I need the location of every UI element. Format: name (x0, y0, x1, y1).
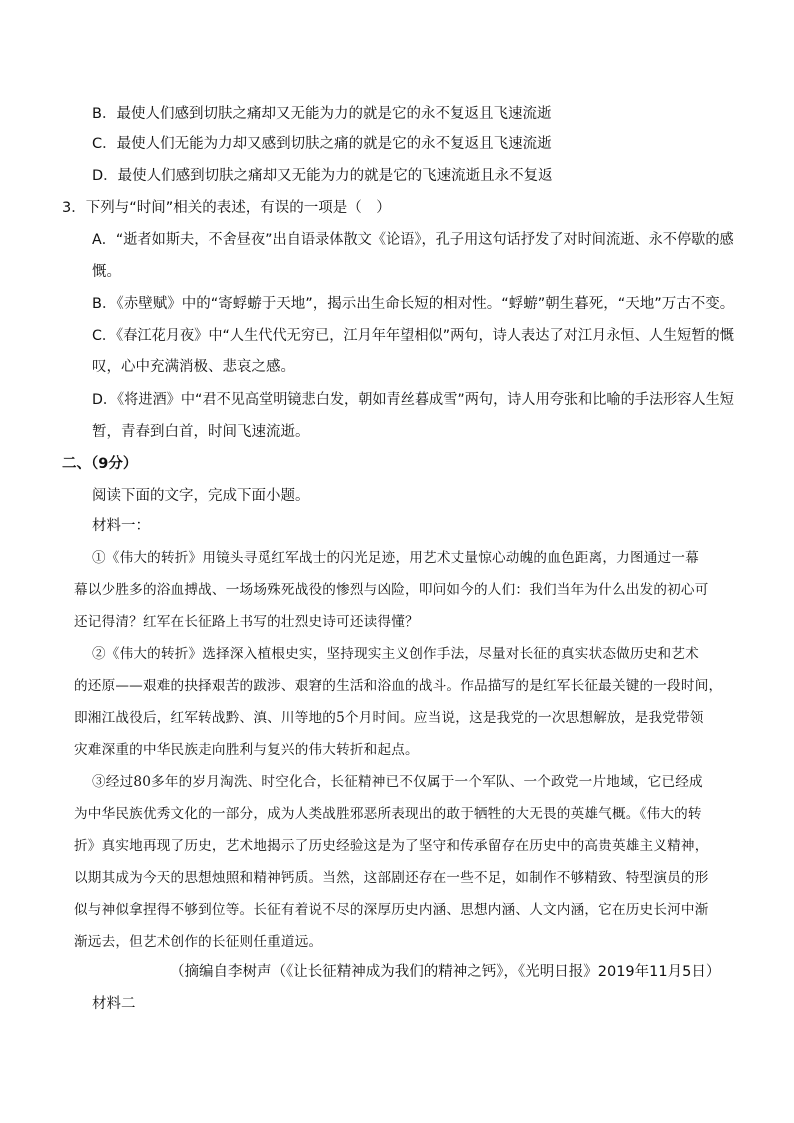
q2-option-c: C．最使人们无能为力却又感到切肤之痛的就是它的永不复返且飞速流逝 (92, 136, 552, 152)
passage-line: 渐远去，但艺术创作的长征则任重道远。 (74, 934, 323, 950)
passage-line: ③经过80多年的岁月淘洗、时空化合，长征精神已不仅属于一个军队、一个政党一片地域，它已经成 (92, 774, 703, 790)
q3-stem: 3．下列与“时间”相关的表述，有误的一项是（ ） (62, 200, 391, 216)
passage-line: 以期其成为今天的思想烛照和精神钙质。当然，这部剧还存在一些不足，如制作不够精致、特型演员的形 (74, 870, 709, 886)
passage-line: 幕以少胜多的浴血搏战、一场场殊死战役的惨烈与凶险，叩问如今的人们：我们当年为什么出发的初心可 (74, 582, 709, 598)
material1-label: 材料一： (92, 518, 150, 534)
passage-line: 灾难深重的中华民族走向胜利与复兴的伟大转折和起点。 (74, 742, 419, 758)
q3-option-a-line2: 慨。 (92, 264, 121, 280)
section-heading: 二、（9分） (62, 456, 138, 472)
q2-option-d: D．最使人们感到切肤之痛却又无能为力的就是它的飞速流逝且永不复返 (92, 168, 553, 184)
passage-line: 的还原——艰难的抉择艰苦的跋涉、艰窘的生活和浴血的战斗。作品描写的是红军长征最关键的一段时间， (74, 678, 723, 694)
passage-line: ①《伟大的转折》用镜头寻觅红军战士的闪光足迹，用艺术丈量惊心动魄的血色距离，力图通过一幕 (92, 550, 699, 566)
q3-option-c-line2: 叹，心中充满消极、悲哀之感。 (92, 359, 295, 375)
q3-option-a-line1: A．“逝者如斯夫，不舍昼夜”出自语录体散文《论语》，孔子用这句话抒发了对时间流逝、永不停歇的感 (92, 232, 734, 248)
passage-line: 为中华民族优秀文化的一部分，成为人类战胜邪恶所表现出的敢于牺牲的大无畏的英雄气概。《伟大的转 (74, 806, 702, 822)
q3-option-d-line2: 暂，青春到白首，时间飞速流逝。 (92, 424, 310, 440)
source-citation: （摘编自李树声（《让长征精神成为我们的精神之钙》，《光明日报》2019年11月5日） (170, 964, 721, 980)
reading-instruction: 阅读下面的文字，完成下面小题。 (92, 488, 310, 504)
q3-option-d-line1: D．《将进酒》中“君不见高堂明镜悲白发，朝如青丝暮成雪”两句，诗人用夸张和比喻的手法形容人生短 (92, 392, 734, 408)
passage-line: 即湘江战役后，红军转战黔、滇、川等地的5个月时间。应当说，这是我党的一次思想解放，是我党带领 (74, 710, 704, 726)
q3-option-c-line1: C．《春江花月夜》中“人生代代无穷已，江月年年望相似”两句，诗人表达了对江月永恒、人生短暂的慨 (92, 328, 734, 344)
passage-line: 还记得清？红军在长征路上书写的壮烈史诗可还读得懂？ (74, 614, 419, 630)
q3-option-b: B．《赤壁赋》中的“寄蜉蝣于天地”，揭示出生命长短的相对性。“蜉蝣”朝生暮死，“天地”万古不变。 (92, 296, 735, 312)
material2-label: 材料二 (92, 996, 136, 1012)
passage-line: ②《伟大的转折》选择深入植根史实，坚持现实主义创作手法，尽量对长征的真实状态做历史和艺术 (92, 646, 699, 662)
passage-line: 折》真实地再现了历史，艺术地揭示了历史经验这是为了坚守和传承留存在历史中的高贵英雄主义精神， (74, 838, 709, 854)
passage-line: 似与神似拿捏得不够到位等。长征有着说不尽的深厚历史内涵、思想内涵、人文内涵，它在历史长河中渐 (74, 902, 709, 918)
q2-option-b: B．最使人们感到切肤之痛却又无能为力的就是它的永不复返且飞速流逝 (92, 106, 552, 122)
